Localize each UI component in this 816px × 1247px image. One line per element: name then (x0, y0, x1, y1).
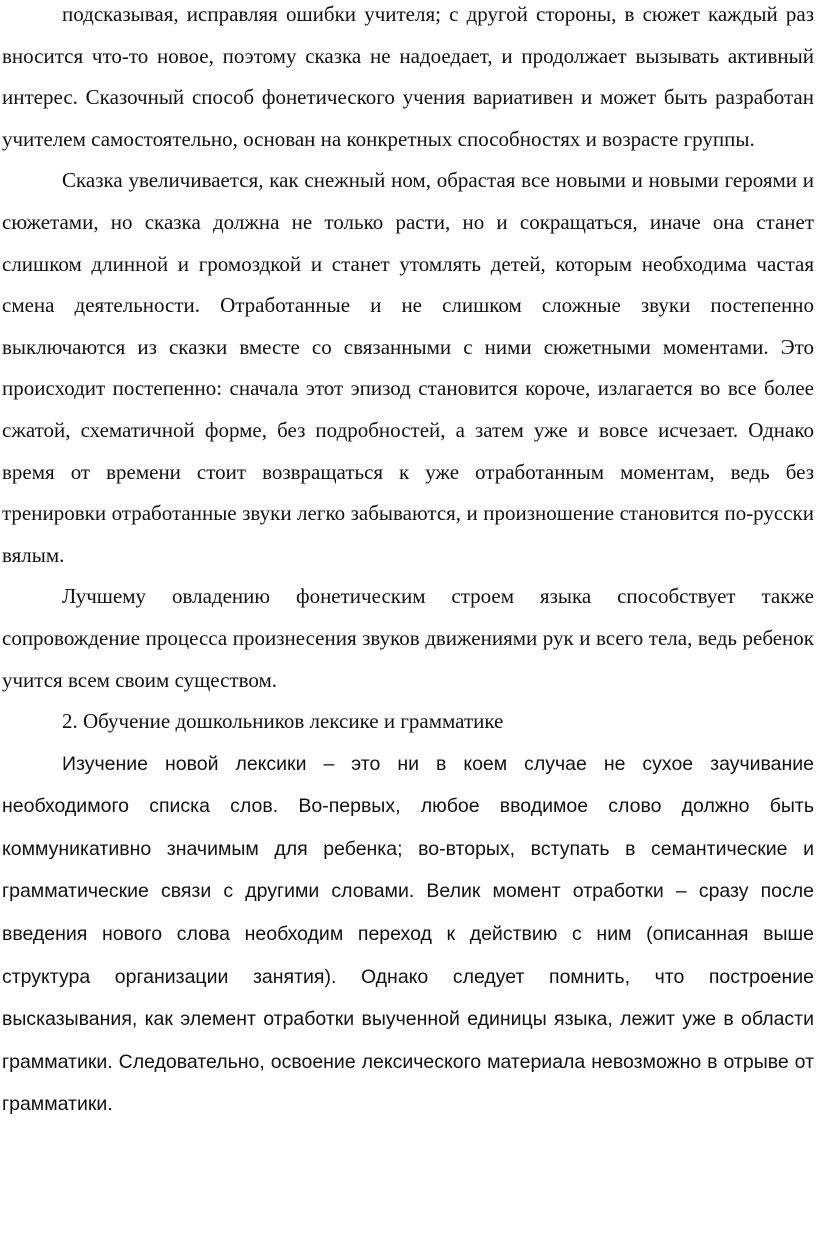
paragraph-movement-accompaniment: Лучшему овладению фонетическим строем языка способствует также сопровождение процесса произнесения звуков движениями рук и всего тела, ведь ребенок учится всем своим существом. (2, 584, 814, 692)
section-heading-lexicon-grammar: 2. Обучение дошкольников лексике и грамматике (62, 709, 504, 734)
paragraph-fairy-tale-method: подсказывая, исправляя ошибки учителя; с другой стороны, в сюжет каждый раз вносится что-то новое, поэтому сказка не надоедает, и продолжает вызывать активный интерес. Сказочный способ фонетического учения вариативен и может быть разработан учителем самостоятельно, основан на конкретных способностях и возрасте группы. (2, 2, 814, 151)
paragraph-fairy-tale-growth: Сказка увеличивается, как снежный ном, обрастая все новыми и новыми героями и сюжетами, но сказка должна не только расти, но и сокращаться, иначе она станет слишком длинной и громоздкой и станет утомлять детей, которым необходима частая смена деятельности. Отработанные и не слишком сложные звуки постепенно выключаются из сказки вместе со связанными с ними сюжетными моментами. Это происходит постепенно: сначала этот эпизод становится короче, излагается во все более сжатой, схематичной форме, без подробностей, а затем уже и вовсе исчезает. Однако время от времени стоит возвращаться к уже отработанным моментам, ведь без тренировки отработанные звуки легко забываются, и произношение становится по-русски вялым. (2, 168, 814, 567)
paragraph-new-vocabulary: Изучение новой лексики – это ни в коем случае не сухое заучивание необходимого списка слов. Во-первых, любое вводимое слово должно быть коммуникативно значимым для ребенка; во-вторых, вступать в семантические и грамматические связи с другими словами. Велик момент отработки – сразу после введения нового слова необходим переход к действию с ним (описанная выше структура организации занятия). Однако следует помнить, что построение высказывания, как элемент отработки выученной единицы языка, лежит уже в области грамматики. Следовательно, освоение лексического материала невозможно в отрыве от грамматики. (2, 752, 814, 1116)
